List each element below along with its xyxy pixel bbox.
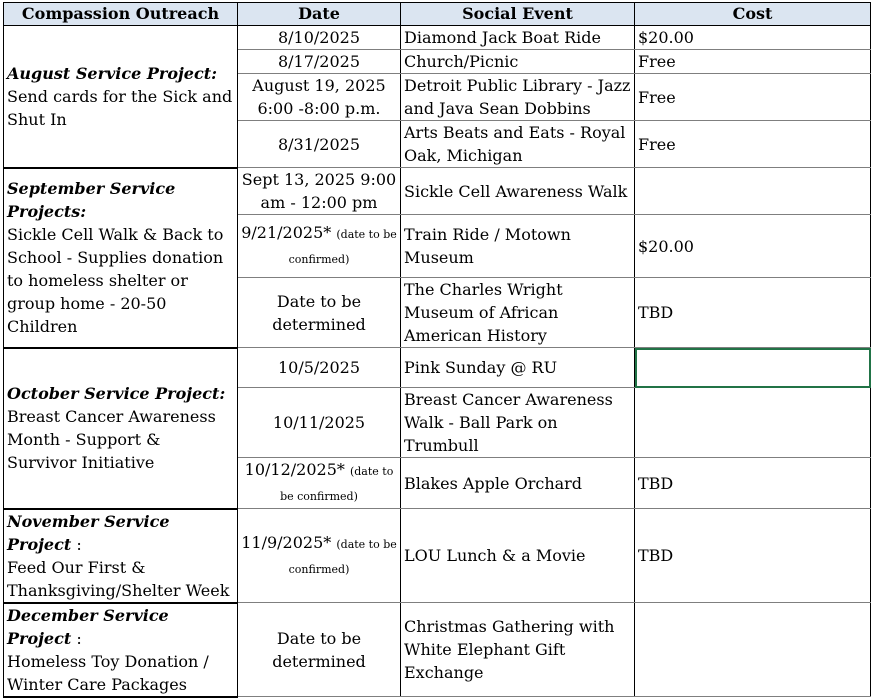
cost-cell[interactable]: [635, 168, 871, 215]
event-cell[interactable]: The Charles Wright Museum of African American History: [401, 278, 635, 348]
event-cell[interactable]: Sickle Cell Awareness Walk: [401, 168, 635, 215]
date-text: 10/5/2025: [277, 358, 361, 377]
date-cell[interactable]: [238, 278, 401, 348]
date-note: (date to be confirmed): [288, 228, 397, 266]
project-description: Send cards for the Sick and Shut In: [7, 86, 233, 129]
table-body: [4, 26, 871, 697]
event-cell[interactable]: LOU Lunch & a Movie: [401, 509, 635, 603]
table-row: [4, 509, 871, 603]
project-title: October Service Project:: [7, 384, 226, 403]
cost-cell[interactable]: Free: [635, 50, 871, 74]
date-cell[interactable]: [238, 388, 401, 458]
project-description: Feed Our First & Thanksgiving/Shelter Week: [7, 557, 230, 600]
header-event[interactable]: Social Event: [401, 3, 635, 26]
date-note: (date to be confirmed): [280, 465, 394, 503]
header-row: [4, 3, 871, 26]
date-text: 8/10/2025: [277, 28, 361, 47]
date-cell[interactable]: [238, 458, 401, 509]
date-text: 8/17/2025: [277, 52, 361, 71]
date-cell[interactable]: [238, 509, 401, 603]
date-text: August 19, 2025: [252, 76, 386, 95]
table-row: [4, 168, 871, 215]
date-text: 8/31/2025: [277, 134, 361, 154]
date-text: Date to be: [276, 628, 362, 648]
date-text: 11/9/2025*: [241, 532, 332, 552]
header-date[interactable]: Date: [238, 3, 401, 26]
cost-cell[interactable]: TBD: [635, 509, 871, 603]
project-cell[interactable]: [4, 603, 238, 697]
date-text: 10/11/2025: [272, 413, 366, 432]
date-cell[interactable]: [238, 168, 401, 215]
event-cell[interactable]: Arts Beats and Eats - Royal Oak, Michigan: [401, 121, 635, 168]
date-note: (date to be confirmed): [288, 537, 397, 576]
event-cell[interactable]: Train Ride / Motown Museum: [401, 215, 635, 278]
event-cell[interactable]: Breast Cancer Awareness Walk - Ball Park on Trumbull: [401, 388, 635, 458]
cost-cell[interactable]: TBD: [635, 458, 871, 509]
table-row: [4, 603, 871, 697]
project-description: Breast Cancer Awareness Month - Support & Survivor Initiative: [7, 407, 216, 472]
cost-cell[interactable]: $20.00: [635, 26, 871, 50]
project-cell[interactable]: [4, 348, 238, 509]
event-cell[interactable]: Church/Picnic: [401, 50, 635, 74]
cost-cell[interactable]: [635, 388, 871, 458]
project-title: December Service Project: [7, 605, 169, 648]
cost-cell[interactable]: Free: [635, 74, 871, 121]
date-text-line2: 6:00 -8:00 p.m.: [257, 99, 381, 118]
project-title: August Service Project:: [7, 63, 218, 83]
cost-cell[interactable]: $20.00: [635, 215, 871, 278]
date-text: 9/21/2025*: [241, 223, 332, 242]
event-cell[interactable]: Christmas Gathering with White Elephant Gift Exchange: [401, 603, 635, 697]
date-text-line2: determined: [272, 314, 366, 334]
date-cell[interactable]: [238, 121, 401, 168]
date-cell[interactable]: [238, 348, 401, 388]
cost-cell-selected[interactable]: [635, 348, 871, 388]
cost-cell[interactable]: [635, 603, 871, 697]
project-description: Sickle Cell Walk & Back to School - Supplies donation to homeless shelter or group home - 20-50 Children: [7, 225, 224, 336]
header-cost[interactable]: Cost: [635, 3, 871, 26]
date-cell[interactable]: [238, 603, 401, 697]
date-text: 10/12/2025*: [244, 460, 345, 479]
project-title-suffix: :: [71, 534, 82, 554]
date-cell[interactable]: [238, 26, 401, 50]
date-text-line2: am - 12:00 pm: [260, 193, 378, 212]
cost-cell[interactable]: Free: [635, 121, 871, 168]
cost-cell[interactable]: TBD: [635, 278, 871, 348]
header-project[interactable]: Compassion Outreach: [4, 3, 238, 26]
project-title-suffix: :: [71, 628, 82, 648]
event-cell[interactable]: Pink Sunday @ RU: [401, 348, 635, 388]
date-text: Sept 13, 2025 9:00: [241, 170, 397, 189]
project-title: November Service Project: [7, 511, 170, 554]
table-row: [4, 26, 871, 50]
project-cell[interactable]: [4, 26, 238, 168]
date-cell[interactable]: [238, 215, 401, 278]
project-cell[interactable]: [4, 509, 238, 603]
date-cell[interactable]: [238, 50, 401, 74]
project-cell[interactable]: [4, 168, 238, 348]
outreach-table: [3, 2, 871, 698]
project-description: Homeless Toy Donation / Winter Care Packages: [7, 651, 209, 694]
date-cell[interactable]: [238, 74, 401, 121]
project-title: September Service Projects:: [7, 179, 176, 221]
date-text: Date to be: [276, 291, 362, 311]
event-cell[interactable]: Detroit Public Library - Jazz and Java Sean Dobbins: [401, 74, 635, 121]
date-text-line2: determined: [272, 651, 366, 671]
event-cell[interactable]: Diamond Jack Boat Ride: [401, 26, 635, 50]
event-cell[interactable]: Blakes Apple Orchard: [401, 458, 635, 509]
table-row: [4, 348, 871, 388]
